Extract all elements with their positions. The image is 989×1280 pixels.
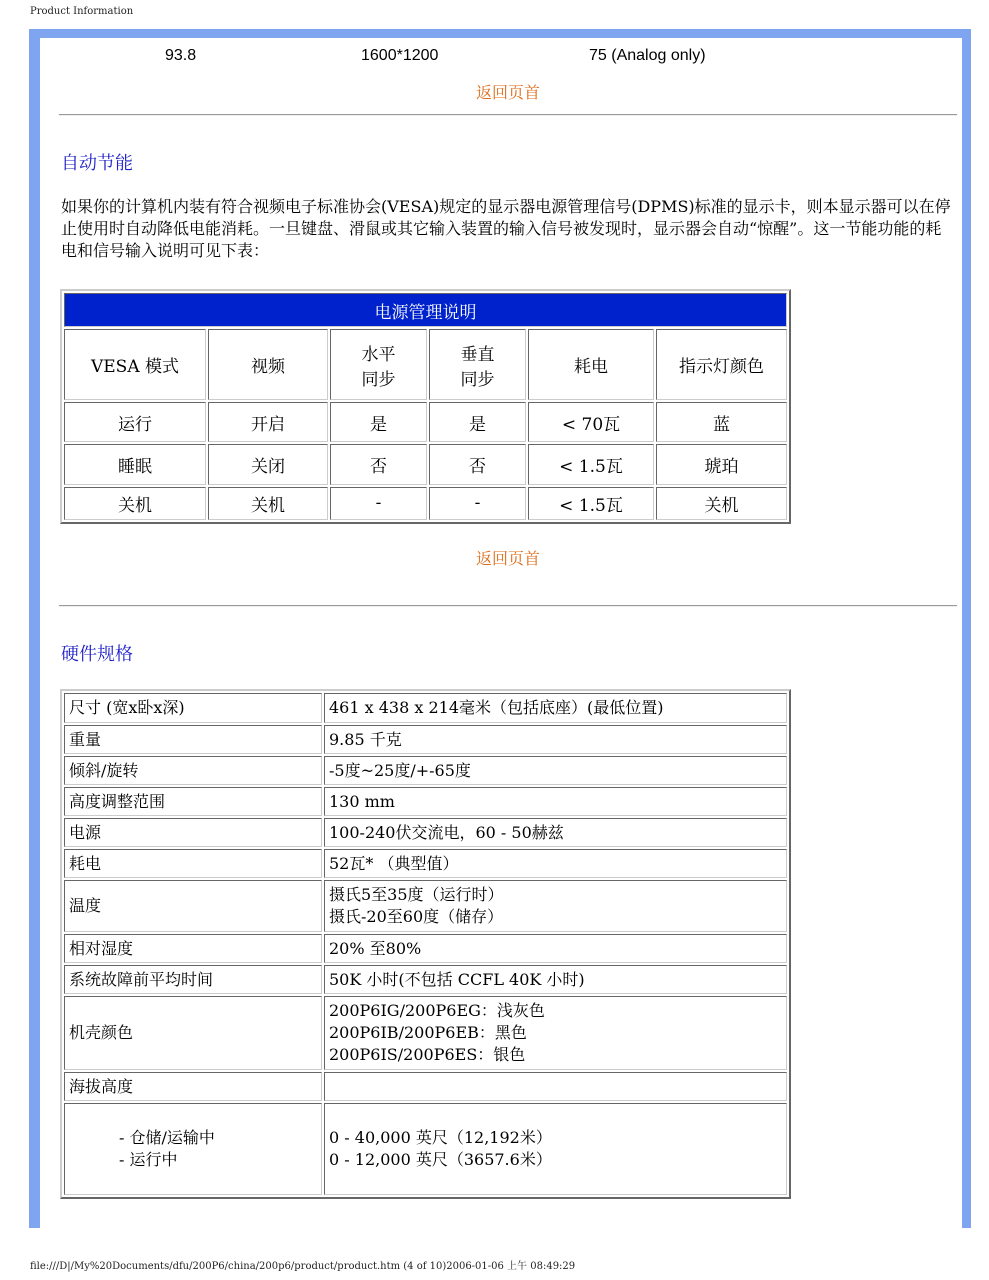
spec-label: 尺寸 (宽x卧x深) [64, 693, 322, 723]
cell: 否 [429, 444, 526, 484]
table-row [64, 402, 787, 442]
spec-value: 200P6IG/200P6EG：浅灰色 200P6IB/200P6EB：黑色 200P6IS/200P6ES：银色 [324, 996, 787, 1070]
spec-value: 461 x 438 x 214毫米（包括底座）(最低位置) [324, 693, 787, 723]
spec-label: 倾斜/旋转 [64, 756, 322, 785]
cell: 关机 [208, 487, 328, 520]
table-row [64, 487, 787, 520]
table-row [64, 965, 787, 994]
table-row [64, 996, 787, 1070]
power-saving-paragraph: 如果你的计算机内装有符合视频电子标准协会(VESA)规定的显示器电源管理信号(DPMS)标准的显示卡，则本显示器可以在停止使用时自动降低电能消耗。一旦键盘、滑鼠或其它输入装置的输入信号被发现时，显示器会自动“惊醒”。这一节能功能的耗电和信号输入说明可见下表： [61, 197, 951, 260]
spec-value: 50K 小时(不包括 CCFL 40K 小时) [324, 965, 787, 994]
cell: 否 [330, 444, 427, 484]
col-header-h-sync: 水平 同步 [330, 329, 427, 400]
spec-label: - 仓储/运输中 - 运行中 [64, 1103, 322, 1195]
cell: 运行 [64, 402, 206, 442]
spec-label: 温度 [64, 880, 322, 932]
spec-label: 相对湿度 [64, 934, 322, 963]
col-header-vesa-mode: VESA 模式 [64, 329, 206, 400]
resolution-value: 1600*1200 [361, 47, 439, 64]
spec-value: 100-240伏交流电，60 - 50赫兹 [324, 818, 787, 847]
table-row [64, 818, 787, 847]
table-row [64, 787, 787, 816]
refresh-hz-value: 75 (Analog only) [589, 47, 706, 64]
spec-value: 20% 至80% [324, 934, 787, 963]
spec-label: 系统故障前平均时间 [64, 965, 322, 994]
section-title-hardware: 硬件规格 [61, 644, 133, 665]
spec-value: 9.85 千克 [324, 725, 787, 754]
cell: 睡眠 [64, 444, 206, 484]
table-row [64, 725, 787, 754]
spec-value: -5度~25度/+-65度 [324, 756, 787, 785]
spec-label: 高度调整范围 [64, 787, 322, 816]
spec-value: 0 - 40,000 英尺（12,192米） 0 - 12,000 英尺（3657.6米） [324, 1103, 787, 1195]
hardware-spec-table [60, 689, 791, 1199]
cell: 是 [330, 402, 427, 442]
spec-label: 海拔高度 [64, 1072, 322, 1101]
cell: < 1.5瓦 [528, 444, 654, 484]
cell: 是 [429, 402, 526, 442]
cell: 关机 [64, 487, 206, 520]
cell: 蓝 [656, 402, 787, 442]
spec-label: 耗电 [64, 849, 322, 878]
cell: 开启 [208, 402, 328, 442]
table-row [64, 1103, 787, 1195]
table-row [64, 693, 787, 723]
cell: 琥珀 [656, 444, 787, 484]
cell: 关机 [656, 487, 787, 520]
print-header: Product Information [30, 6, 134, 17]
power-management-table [60, 289, 791, 524]
spec-value: 130 mm [324, 787, 787, 816]
spec-value: 摄氏5至35度（运行时） 摄氏-20至60度（储存） [324, 880, 787, 932]
col-header-led-color: 指示灯颜色 [656, 329, 787, 400]
table-row [64, 444, 787, 484]
cell: < 1.5瓦 [528, 487, 654, 520]
table-row [64, 1072, 787, 1101]
col-header-video: 视频 [208, 329, 328, 400]
back-to-top-link[interactable]: 返回页首 [475, 83, 540, 102]
table-row [64, 880, 787, 932]
back-to-top-link[interactable]: 返回页首 [475, 549, 540, 568]
table-row [64, 849, 787, 878]
page-content [40, 38, 962, 1228]
refresh-rate-value: 93.8 [165, 47, 197, 64]
col-header-v-sync: 垂直 同步 [429, 329, 526, 400]
spec-label: 电源 [64, 818, 322, 847]
divider [59, 605, 957, 607]
divider [59, 114, 957, 116]
power-table-title: 电源管理说明 [64, 293, 787, 327]
cell: 关闭 [208, 444, 328, 484]
spec-value: 52瓦* （典型值） [324, 849, 787, 878]
section-title-power-saving: 自动节能 [61, 153, 133, 174]
spec-label: 机壳颜色 [64, 996, 322, 1070]
cell: - [429, 487, 526, 520]
table-row [64, 756, 787, 785]
print-footer: file:///D|/My%20Documents/dfu/200P6/china/200p6/product/product.htm (4 of 10)2006-01-06 上午 08:49:29 [30, 1261, 576, 1272]
cell: - [330, 487, 427, 520]
cell: < 70瓦 [528, 402, 654, 442]
spec-label: 重量 [64, 725, 322, 754]
col-header-power: 耗电 [528, 329, 654, 400]
spec-value [324, 1072, 787, 1101]
table-row [64, 934, 787, 963]
